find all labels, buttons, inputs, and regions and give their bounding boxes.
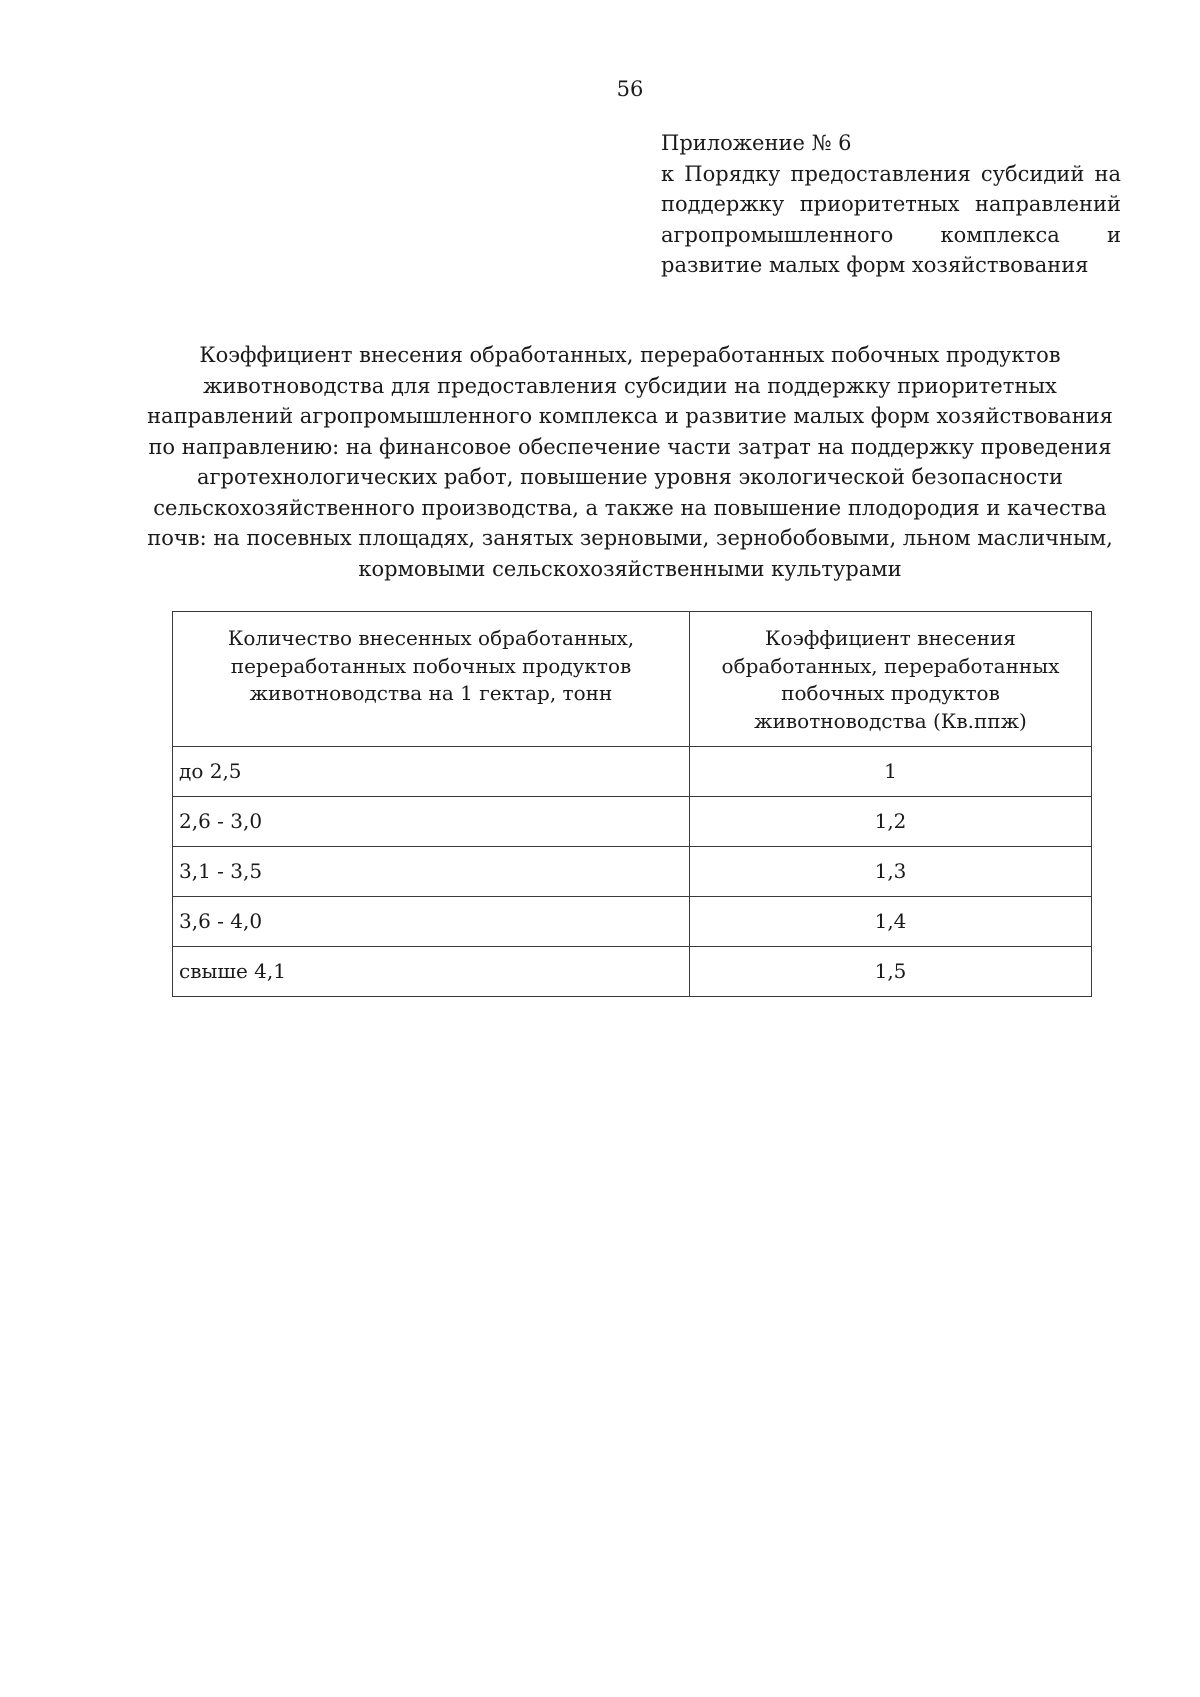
page-number: 56 (616, 77, 644, 101)
cell-coefficient: 1,2 (690, 797, 1092, 847)
heading-line: кормовыми сельскохозяйственными культурами (358, 556, 902, 581)
appendix-block (661, 128, 1121, 281)
table-row (173, 947, 1092, 997)
table-row (173, 797, 1092, 847)
cell-coefficient: 1 (690, 747, 1092, 797)
cell-quantity: свыше 4,1 (173, 947, 690, 997)
table-row (173, 897, 1092, 947)
heading-line: направлений агропромышленного комплекса и развитие малых форм хозяйствования (147, 404, 1113, 428)
header-line: Количество внесенных обработанных, (227, 626, 635, 650)
heading-line: животноводства для предоставления субсидии на поддержку приоритетных (203, 373, 1057, 398)
header-line: животноводства на 1 гектар, тонн (249, 681, 613, 705)
header-line: побочных продуктов (781, 681, 1000, 705)
cell-quantity: 2,6 - 3,0 (173, 797, 690, 847)
header-line: Коэффициент внесения (765, 626, 1016, 650)
heading-line: Коэффициент внесения обработанных, переработанных побочных продуктов (199, 343, 1061, 367)
cell-quantity: до 2,5 (173, 747, 690, 797)
appendix-text: к Порядку предоставления субсидий на поддержку приоритетных направлений агропромышленного комплекса и развитие малых форм хозяйствования (661, 161, 1121, 277)
table-header-row (173, 612, 1092, 747)
appendix-title: Приложение № 6 (661, 131, 852, 155)
document-heading (140, 340, 1120, 584)
cell-quantity: 3,1 - 3,5 (173, 847, 690, 897)
cell-quantity: 3,6 - 4,0 (173, 897, 690, 947)
heading-line: почв: на посевных площадях, занятых зерновыми, зернобобовыми, льном масличным, (147, 526, 1113, 550)
heading-line: сельскохозяйственного производства, а также на повышение плодородия и качества (153, 495, 1107, 520)
cell-coefficient: 1,5 (690, 947, 1092, 997)
coefficient-table (172, 611, 1092, 997)
cell-coefficient: 1,4 (690, 897, 1092, 947)
cell-coefficient: 1,3 (690, 847, 1092, 897)
header-line: переработанных побочных продуктов (230, 653, 632, 678)
heading-line: агротехнологических работ, повышение уровня экологической безопасности (197, 465, 1063, 489)
table-row (173, 747, 1092, 797)
header-line: животноводства (Кв.ппж) (754, 708, 1027, 733)
heading-line: по направлению: на финансовое обеспечение части затрат на поддержку проведения (148, 434, 1112, 459)
header-coefficient (690, 612, 1092, 747)
table-row (173, 847, 1092, 897)
header-line: обработанных, переработанных (721, 653, 1060, 678)
header-quantity (173, 612, 690, 747)
